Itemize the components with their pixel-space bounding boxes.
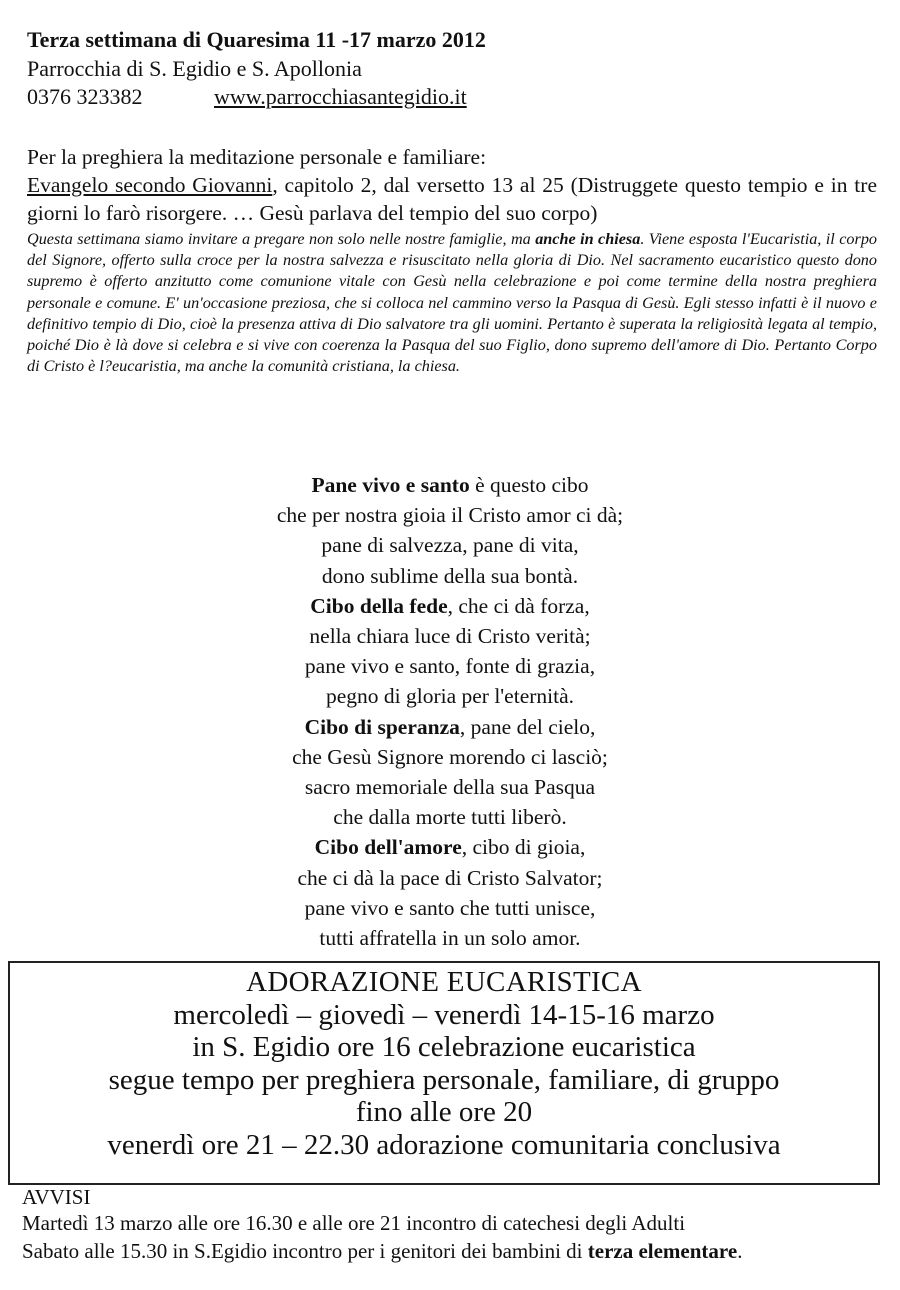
- gospel-passage: , capitolo 2, dal versetto 13 al 25 (Distruggete questo tempio e in tre giorni lo farò risorgere. … Gesù parlava del tempio del suo corpo): [27, 173, 877, 225]
- adoration-days: mercoledì – giovedì – venerdì 14-15-16 marzo: [173, 998, 715, 1031]
- meditation-text-1: Questa settimana siamo invitare a pregare non solo nelle nostre famiglie, ma: [27, 230, 536, 248]
- notice-item-end: .: [737, 1239, 743, 1263]
- notices-heading: AVVISI: [22, 1185, 91, 1209]
- hymn-line: [150, 561, 750, 591]
- hymn-line-emphasis: Cibo dell'amore: [314, 835, 462, 860]
- notice-item-emphasis: terza elementare: [587, 1239, 738, 1263]
- hymn-line: [150, 742, 750, 772]
- adoration-celebration: in S. Egidio ore 16 celebrazione eucaristica: [192, 1031, 696, 1064]
- intro-line: Per la preghiera la meditazione personale e familiare:: [27, 145, 487, 169]
- hymn-line: [150, 802, 750, 832]
- notice-item-text: Sabato alle 15.30 in S.Egidio incontro per i genitori dei bambini di: [22, 1239, 588, 1263]
- gospel-title: Evangelo secondo Giovanni: [27, 173, 273, 197]
- hymn-line-text: , che ci dà forza,: [447, 593, 590, 618]
- hymn-line: [150, 651, 750, 681]
- hymn-line-text: pane di salvezza, pane di vita,: [321, 533, 579, 558]
- hymn-line: [150, 681, 750, 711]
- hymn-line: [150, 530, 750, 560]
- hymn-line-emphasis: Cibo di speranza: [304, 714, 460, 739]
- hymn-line: [150, 863, 750, 893]
- meditation-emphasis: anche in chiesa: [535, 230, 641, 248]
- notices-section: [22, 1185, 892, 1265]
- hymn-line: [150, 470, 750, 500]
- hymn-line: [150, 893, 750, 923]
- notice-item: [22, 1237, 892, 1265]
- hymn-line: [150, 923, 750, 953]
- document-header: [27, 24, 867, 111]
- hymn-line-text: è questo cibo: [469, 473, 589, 497]
- hymn-line-text: sacro memoriale della sua Pasqua: [304, 775, 596, 800]
- hymn-line: [150, 772, 750, 802]
- hymn-line-text: che ci dà la pace di Cristo Salvator;: [297, 865, 603, 890]
- notice-item: Martedì 13 marzo alle ore 16.30 e alle ore 21 incontro di catechesi degli Adulti: [22, 1211, 686, 1235]
- adoration-box: [8, 961, 880, 1185]
- hymn-line-emphasis: Cibo della fede: [310, 593, 448, 618]
- adoration-friday: venerdì ore 21 – 22.30 adorazione comunitaria conclusiva: [107, 1128, 781, 1161]
- adoration-until: fino alle ore 20: [355, 1096, 533, 1129]
- meditation-text-2: . Viene esposta l'Eucaristia, il corpo del Signore, offerto sulla croce per la nostra salvezza e risuscitato nella gloria di Dio. Nel sacramento eucaristico questo dono supremo è offerto anzitutto come comunione vitale con Gesù nella celebrazione e poi come termine della nostra preghiera personale e comune. E' un'occasione preziosa, che si colloca nel cammino verso la Pasqua di Gesù. Egli stesso infatti è il nuovo e definitivo tempio di Dio, cioè la presenza attiva di Dio salvatore tra gli uomini. Pertanto è superata la religiosità legata al tempio, poiché Dio è là dove si celebra e si vive con coerenza la Pasqua del suo Figlio, dono supremo dell'amore di Dio. Pertanto Corpo di Cristo è l?eucaristia, ma anche la comunità cristiana, la chiesa.: [27, 230, 878, 376]
- contact-line: [27, 83, 867, 111]
- hymn-line: [150, 500, 750, 530]
- hymn-line-text: che per nostra gioia il Cristo amor ci dà;: [276, 503, 624, 528]
- hymn-line-emphasis: Pane vivo e santo: [311, 473, 470, 497]
- meditation-paragraph: [27, 229, 877, 377]
- intro-section: [27, 143, 877, 377]
- adoration-prayer-time: segue tempo per preghiera personale, familiare, di gruppo: [108, 1063, 780, 1096]
- website-link[interactable]: www.parrocchiasantegidio.it: [214, 84, 467, 109]
- hymn-line-text: pegno di gloria per l'eternità.: [325, 684, 575, 709]
- hymn-line-text: che Gesù Signore morendo ci lasciò;: [292, 744, 608, 769]
- hymn-line: [150, 591, 750, 621]
- hymn-line-text: pane vivo e santo, fonte di grazia,: [304, 654, 596, 679]
- parish-name: Parrocchia di S. Egidio e S. Apollonia: [27, 56, 362, 81]
- hymn-line: [150, 712, 750, 742]
- hymn-verses: [150, 470, 750, 953]
- adoration-title: ADORAZIONE EUCARISTICA: [246, 966, 642, 998]
- hymn-line-text: , cibo di gioia,: [461, 835, 586, 860]
- hymn-line-text: dono sublime della sua bontà.: [321, 563, 579, 588]
- hymn-line: [150, 832, 750, 862]
- hymn-line-text: che dalla morte tutti liberò.: [333, 805, 567, 830]
- page-title: Terza settimana di Quaresima 11 -17 marzo 2012: [27, 27, 486, 52]
- hymn-line-text: tutti affratella in un solo amor.: [319, 926, 581, 951]
- hymn-line-text: nella chiara luce di Cristo verità;: [309, 624, 591, 649]
- gospel-reference: [27, 171, 877, 227]
- hymn-line-text: pane vivo e santo che tutti unisce,: [304, 895, 596, 920]
- phone-number: 0376 323382: [27, 84, 143, 109]
- hymn-line: [150, 621, 750, 651]
- hymn-line-text: , pane del cielo,: [459, 714, 596, 739]
